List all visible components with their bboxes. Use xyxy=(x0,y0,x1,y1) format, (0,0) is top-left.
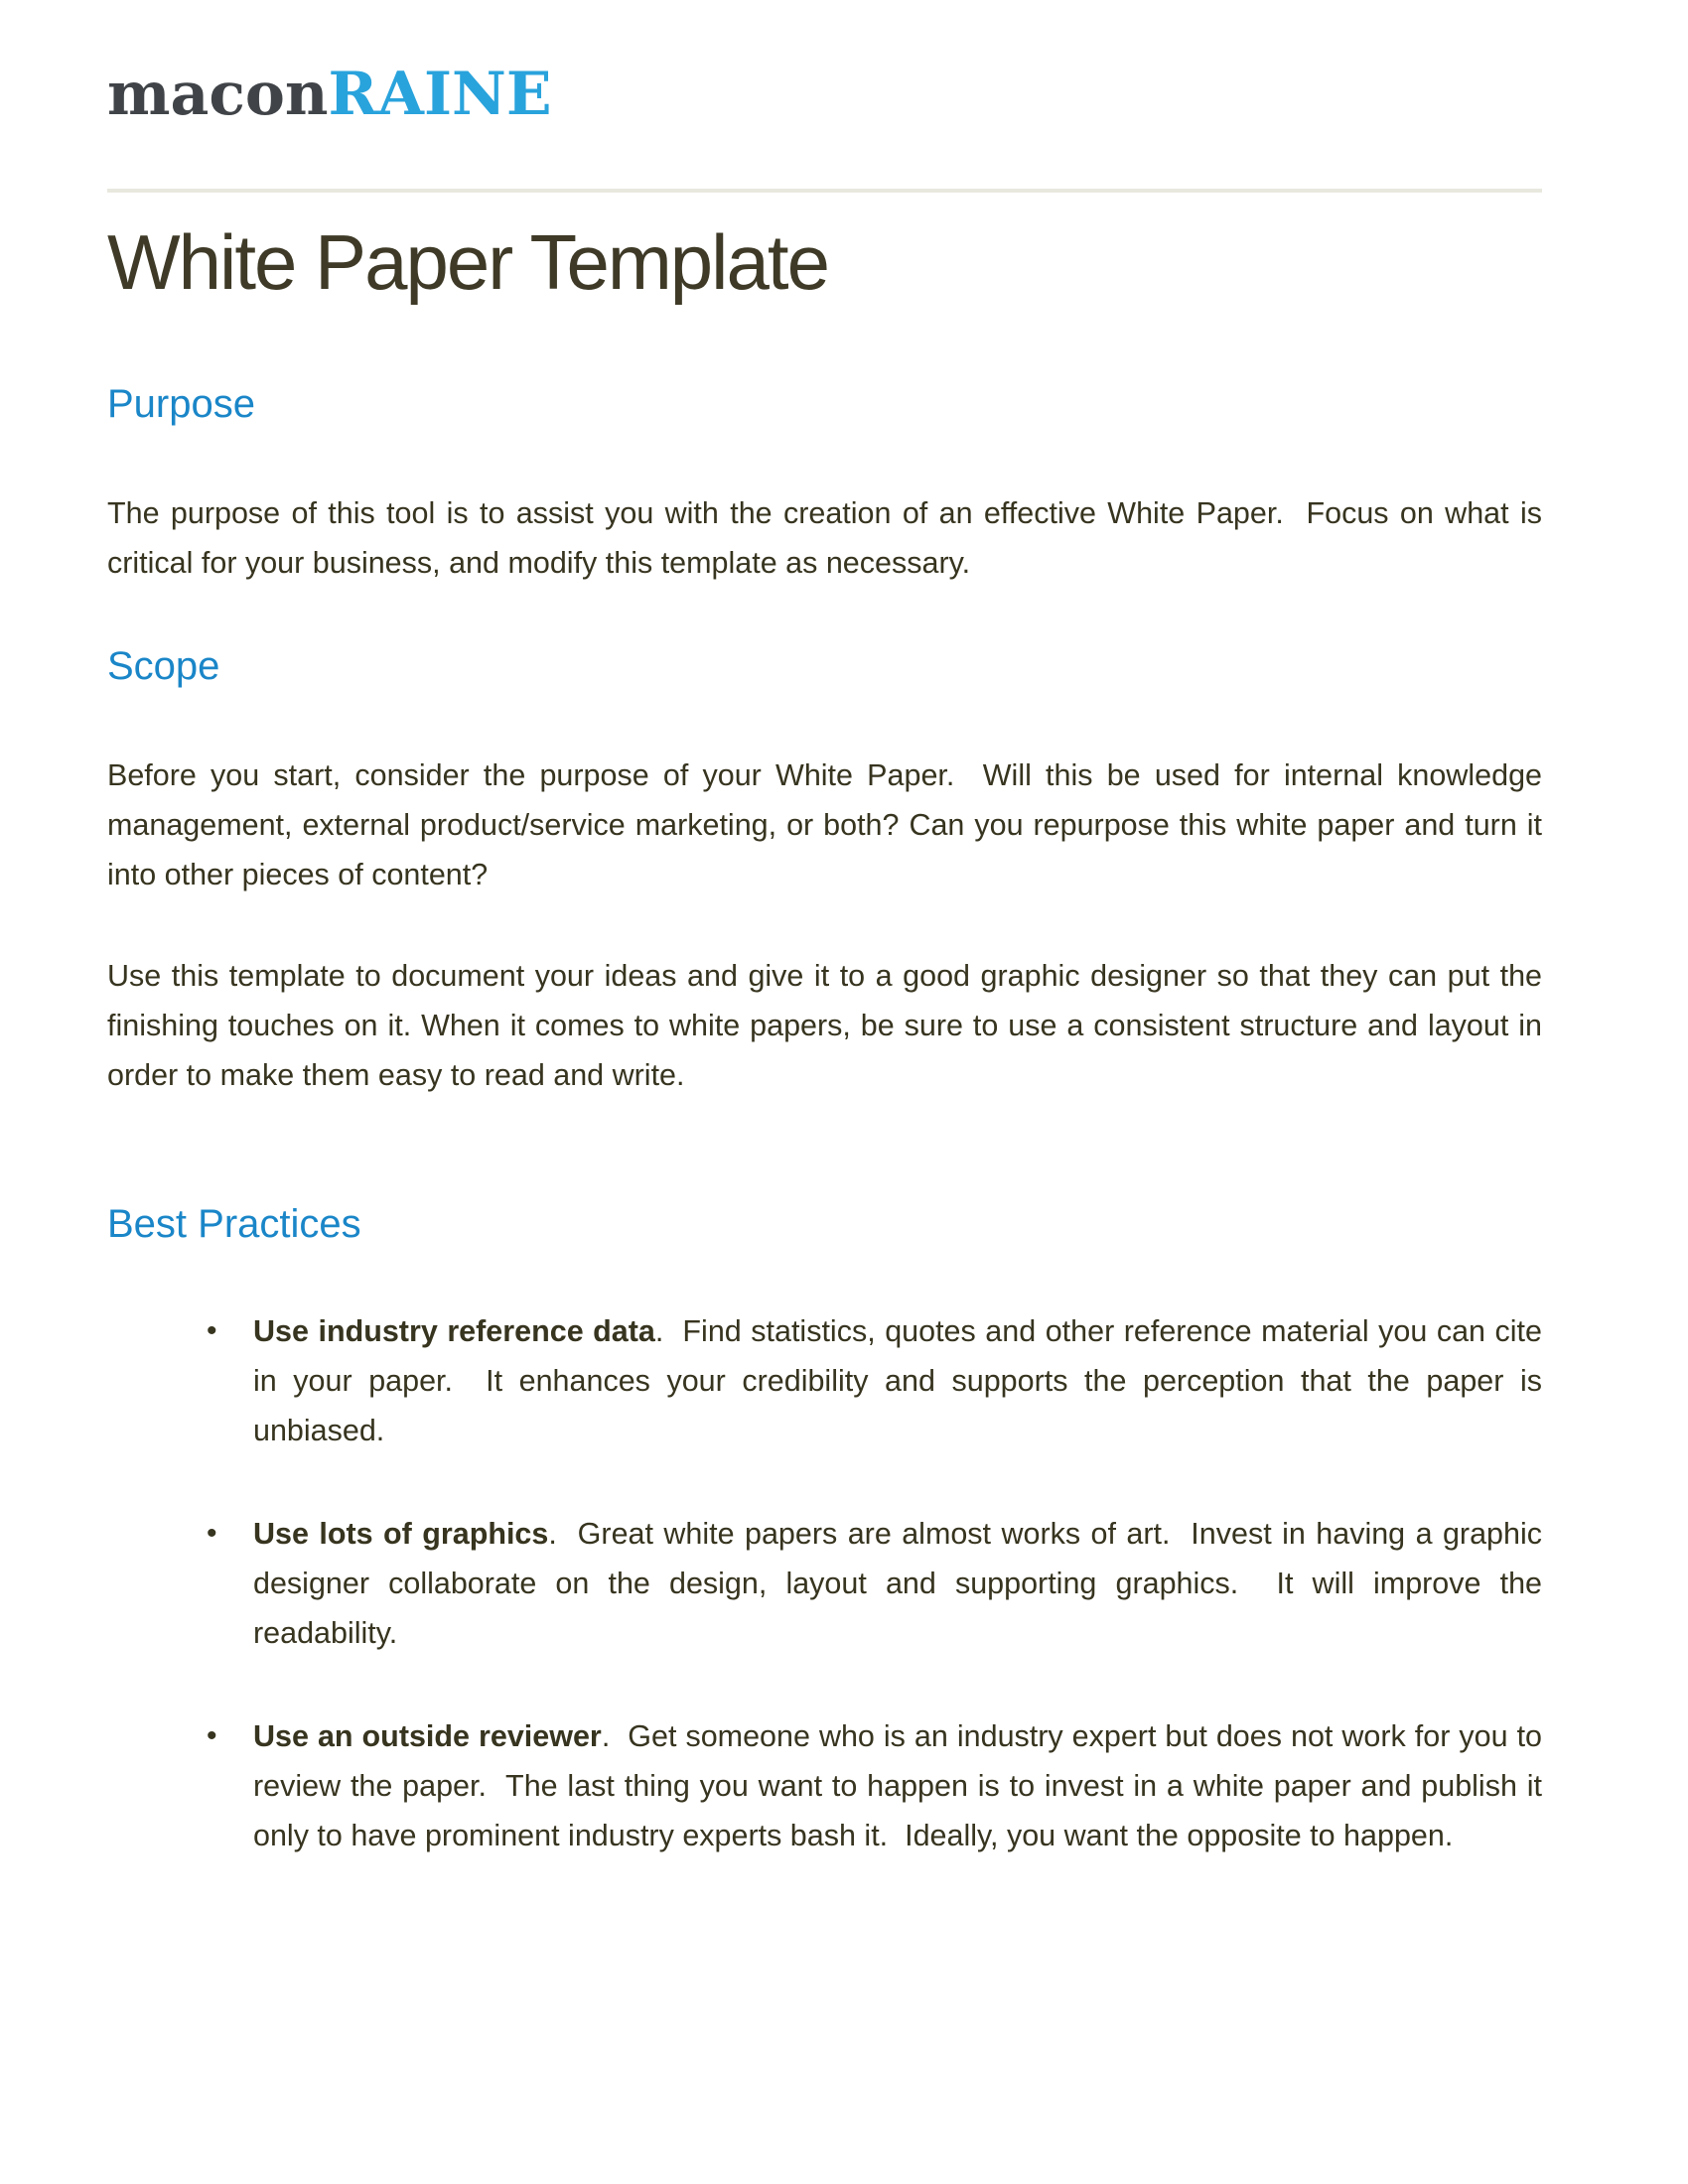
list-item xyxy=(107,1711,1542,1860)
scope-heading: Scope xyxy=(107,644,220,688)
section-scope xyxy=(107,641,1542,1100)
section-best-practices xyxy=(107,1199,1542,1860)
page-title: White Paper Template xyxy=(107,218,828,306)
bullet-bold-lead: Use lots of graphics xyxy=(253,1517,549,1551)
bullet-body-text: . Find statistics, quotes and other reference material you can cite in your paper. It enhances your credibility and supports the perception that the paper is unbiased. xyxy=(253,1314,1542,1447)
company-logo xyxy=(107,0,1542,137)
header-divider xyxy=(107,189,1542,193)
list-item xyxy=(107,1306,1542,1455)
bullet-icon: • xyxy=(207,1719,217,1752)
best-practices-list xyxy=(107,1306,1542,1860)
section-purpose xyxy=(107,379,1542,588)
purpose-heading: Purpose xyxy=(107,382,255,426)
page-header xyxy=(107,0,1542,193)
purpose-paragraph: The purpose of this tool is to assist you with the creation of an effective White Paper. Focus on what is critical for your business, and modify this template as necessary. xyxy=(107,496,1542,580)
best-practices-heading: Best Practices xyxy=(107,1202,361,1246)
logo-text-macon: macon xyxy=(107,60,329,129)
bullet-bold-lead: Use industry reference data xyxy=(253,1314,655,1348)
bullet-bold-lead: Use an outside reviewer xyxy=(253,1719,602,1753)
list-item xyxy=(107,1509,1542,1658)
bullet-body-text: . Get someone who is an industry expert but does not work for you to review the paper. The last thing you want to happen is to invest in a white paper and publish it only to have prominent industry experts bash it. Ideally, you want the opposite to happen. xyxy=(253,1719,1543,1852)
scope-paragraph-2: Use this template to document your ideas and give it to a good graphic designer so that they can put the finishing touches on it. When it comes to white papers, be sure to use a consistent structure and layout in order to make them easy to read and write. xyxy=(107,959,1542,1092)
bullet-icon: • xyxy=(207,1314,217,1347)
scope-paragraph-1: Before you start, consider the purpose of your White Paper. Will this be used for internal knowledge management, external product/service marketing, or both? Can you repurpose this white paper and turn it into other pieces of content? xyxy=(107,758,1542,891)
logo-text-raine: RAINE xyxy=(328,60,552,129)
bullet-body-text: . Great white papers are almost works of art. Invest in having a graphic designer collaborate on the design, layout and supporting graphics. It will improve the readability. xyxy=(253,1517,1542,1650)
bullet-icon: • xyxy=(207,1517,217,1550)
